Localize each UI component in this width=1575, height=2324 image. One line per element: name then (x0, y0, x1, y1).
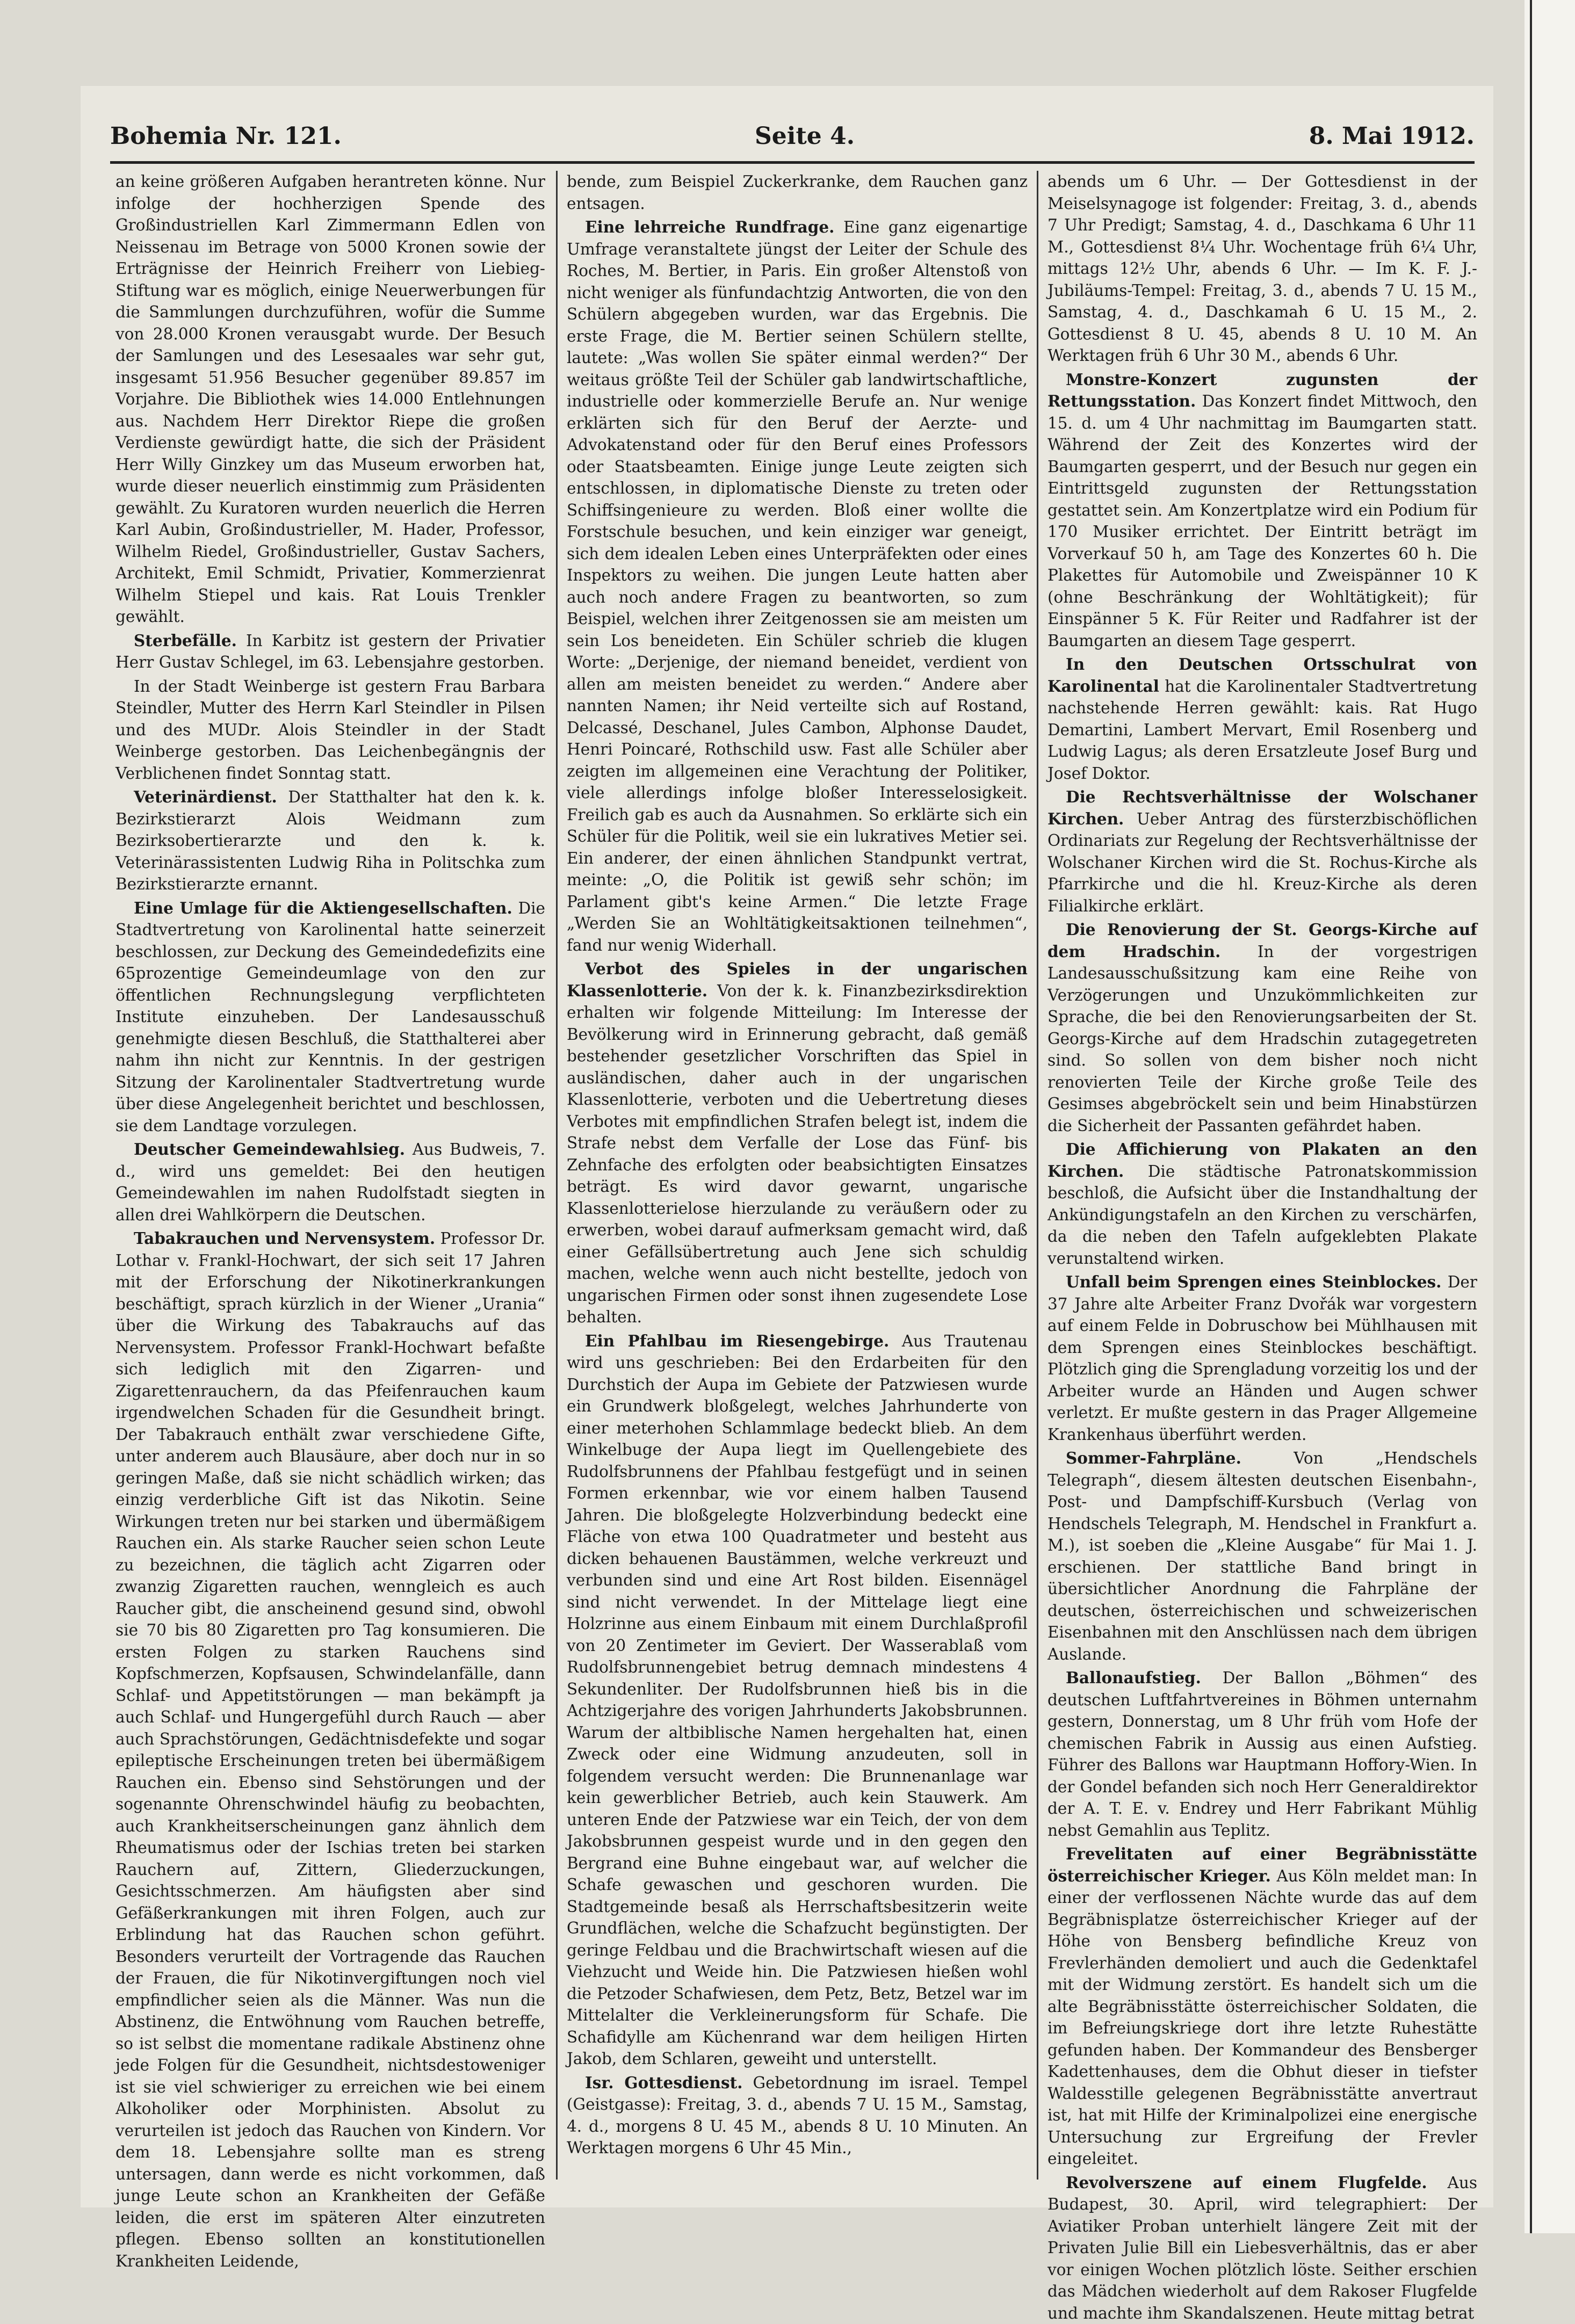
article-body: Gebetordnung im israel. Tempel (Geistgasse): Freitag, 3. d., abends 7 U. 15 M., Samstag, 4. d., morgens 8 U. 45 M., abends 8 U. 10 Minuten. An Werktagen morgens 6 Uhr 45 Min., (567, 2074, 1028, 2158)
article-body: Die Stadtvertretung von Karolinental hatte seinerzeit beschlossen, zur Deckung des Gemeindedefizits eine 65prozentige Gemeindeumlage von den zur öffentlichen Rechnungslegung verpflichteten Institute einzuheben. Der Landesausschuß genehmigte diesen Beschluß, die Statthalterei aber nahm ihn nicht zur Kenntnis. In der gestrigen Sitzung der Karolinentaler Stadtvertretung wurde über diese Angelegenheit berichtet und beschlossen, sie dem Landtage vorzulegen. (115, 899, 545, 1135)
issue-date: 8. Mai 1912. (1309, 122, 1475, 150)
article-body: In Karbitz ist gestern der Privatier Herr Gustav Schlegel, im 63. Lebensjahre gestorben. (115, 632, 545, 672)
article-paragraph (115, 897, 545, 1137)
article-headline: Die Rechtsverhältnisse der Wolschaner Kirchen. (1047, 787, 1477, 828)
article-paragraph (567, 171, 1028, 214)
article-paragraph (1047, 786, 1477, 917)
column-separator (1037, 171, 1038, 2180)
article-body: Aus Trautenau wird uns geschrieben: Bei den Erdarbeiten für den Durchstich der Aupa im Gebiete der Patzwiesen wurde ein Grundwerk bloßgelegt, welches Jahrhunderte von einer meterhohen Schlammlage bedeckt blieb. An dem Winkelbuge der Aupa liegt im Quellengebiete des Rudolfsbrunnens der Pfahlbau festgefügt und in seinen Formen erkennbar, wie vor einem halben Tausend Jahren. Die bloßgelegte Holzverbindung bedeckt eine Fläche von etwa 100 Quadratmeter und besteht aus dicken behauenen Baustämmen, welche verkreuzt und verbunden sind und eine Art Rost bilden. Eisennägel sind nicht verwendet. In der Mittelage liegt eine Holzrinne aus einem Einbaum mit einem Durchlaßprofil von 20 Zentimeter im Geviert. Der Wasserablaß vom Rudolfsbrunnengebiet betrug demnach mindestens 4 Sekundenliter. Der Rudolfsbrunnen hieß bis in die Achtzigerjahre des vorigen Jahrhunderts Jakobsbrunnen. Warum der altbiblische Namen hergehalten hat, einen Zweck oder eine Widmung anzudeuten, soll in folgendem versucht werden: Die Brunnenanlage war kein gewerblicher Betrieb, auch kein Stauwerk. Am unteren Ende der Patzwiese war ein Teich, der von dem Jakobsbrunnen gespeist wurde und in den gegen den Bergrand eine Buhne eingebaut war, auf welcher die Schafe gewaschen und geschoren wurden. Die Stadtgemeinde besaß als Herrschaftsbesitzerin weite Grundflächen, welche die Schafzucht begünstigten. Der geringe Feldbau und die Brachwirtschaft wiesen auf die Viehzucht und Weide hin. Die Patzwiesen hießen wohl die Petzoder Schafwiesen, dem Petz, Betz, Betzel war im Mittelalter die Verkleinerungsform für Schafe. Die Schafidylle am Küchenrand war dem heiligen Hirten Jakob, dem Schlaren, geweiht und unterstellt. (567, 1332, 1028, 2068)
publication-issue: Bohemia Nr. 121. (110, 122, 342, 150)
article-body: Der 37 Jahre alte Arbeiter Franz Dvořák war vorgestern auf einem Felde in Dobruschow bei Mühlhausen mit dem Sprengen eines Steinblockes beschäftigt. Plötzlich ging die Sprengladung vorzeitig los und der Arbeiter wurde an Händen und Augen schwer verletzt. Er mußte gestern in das Prager Allgemeine Krankenhaus überführt werden. (1047, 1273, 1477, 1444)
article-paragraph (1047, 1447, 1477, 1665)
article-body: In der vorgestrigen Landesausschußsitzung kam eine Reihe von Verzögerungen und Unzukömmlichkeiten zur Sprache, die bei den Renovierungsarbeiten der St. Georgs-Kirche auf dem Hradschin zutagegetreten sind. So sollen von dem bisher noch nicht renovierten Teile der Kirche große Teile des Gesimses abgebröckelt sein und beim Hinabstürzen die Sicherheit der Passanten gefährdet haben. (1047, 943, 1477, 1135)
article-body: Professor Dr. Lothar v. Frankl-Hochwart, der sich seit 17 Jahren mit der Erforschung der Nikotinerkrankungen beschäftigt, sprach kürzlich in der Wiener „Urania“ über die Wirkung des Tabakrauchs auf das Nervensystem. Professor Frankl-Hochwart befaßte sich lediglich mit den Zigarren- und Zigarettenrauchern, da das Pfeifenrauchen kaum irgendwelchen Schaden für die Gesundheit bringt. Der Tabakrauch enthält zwar verschiedene Gifte, unter anderem auch Blausäure, aber doch nur in so geringen Maße, daß sie nicht schädlich wirken; das einzig verderbliche Gift ist das Nikotin. Seine Wirkungen treten nur bei starken und übermäßigem Rauchen ein. Als starke Raucher seien schon Leute zu bezeichnen, die täglich acht Zigarren oder zwanzig Zigaretten rauchen, wenngleich es auch Raucher gibt, die anscheinend gesund sind, obwohl sie 70 bis 80 Zigaretten pro Tag konsumieren. Die ersten Folgen zu starken Rauchens sind Kopfschmerzen, Kopfsausen, Schwindelanfälle, dann Schlaf- und Appetitstörungen — man bekämpft ja auch Schlaf- und Hungergefühl durch Rauch — aber auch Sprachstörungen, Gedächtnisdefekte und sogar epileptische Erscheinungen treten bei übermäßigem Rauchen ein. Ebenso sind Sehstörungen und der sogenannte Ohrenschwindel häufig zu beobachten, auch Krankheitserscheinungen ganz ähnlich dem Rheumatismus oder der Ischias treten bei starken Rauchern auf, Zittern, Gliederzuckungen, Gesichtsschmerzen. Am häufigsten aber sind Gefäßerkrankungen mit ihren Folgen, auch zur Erblindung hat das Rauchen schon geführt. Besonders verurteilt der Vortragende das Rauchen der Frauen, die für Nikotinvergiftungen noch viel empfindlicher seien als die Männer. Was nun die Abstinenz, die Entwöhnung vom Rauchen betreffe, so ist selbst die momentane radikale Abstinenz ohne jede Folgen für die Gesundheit, nichtsdestoweniger ist sie viel schwieriger zu erreichen wie bei einem Alkoholiker oder Morphinisten. Absolut zu verurteilen ist jedoch das Rauchen von Kindern. Vor dem 18. Lebensjahre sollte man es streng untersagen, dann werde es nicht vorkommen, daß junge Leute schon an Krankheiten der Gefäße leiden, die erst im späteren Alter einzutreten pflegen. Ebenso sollten an konstitutionellen Krankheiten Leidende, (115, 1229, 545, 2270)
article-body: an keine größeren Aufgaben herantreten könne. Nur infolge der hochherzigen Spende des Großindustriellen Karl Zimmermann Edlen von Neissenau im Betrage von 5000 Kronen sowie der Erträgnisse der Heinrich Freiherr von Liebieg-Stiftung war es möglich, einige Neuerwerbungen für die Sammlungen durchzuführen, wofür die Summe von 28.000 Kronen verausgabt wurde. Der Besuch der Samlungen und des Lesesaales war sehr gut, insgesamt 51.956 Besucher gegenüber 89.857 im Vorjahre. Die Bibliothek wies 14.000 Entlehnungen aus. Nachdem Herr Direktor Riepe die großen Verdienste gewürdigt hatte, die sich der Präsident Herr Willy Ginzkey um das Museum erworben hat, wurde dieser neuerlich einstimmig zum Präsidenten gewählt. Zu Kuratoren wurden neuerlich die Herren Karl Aubin, Großindustrieller, M. Hader, Professor, Wilhelm Riedel, Großindustrieller, Gustav Sachers, Architekt, Emil Schmidt, Privatier, Kommerzienrat Wilhelm Stiepel und kais. Rat Louis Trenkler gewählt. (115, 172, 545, 626)
column-separator (556, 171, 558, 2180)
column-3 (1047, 171, 1477, 2180)
article-headline: Eine Umlage für die Aktiengesellschaften. (134, 899, 512, 917)
article-headline: Veterinärdienst. (134, 787, 277, 806)
article-paragraph (1047, 1139, 1477, 1269)
article-headline: In den Deutschen Ortsschulrat von Karolinental (1047, 655, 1477, 696)
edge-line (1530, 0, 1532, 2233)
article-paragraph (115, 676, 545, 785)
article-paragraph (1047, 919, 1477, 1136)
header-rule (110, 161, 1475, 164)
article-paragraph (567, 216, 1028, 956)
article-headline: Revolverszene auf einem Flugfelde. (1066, 2173, 1427, 2192)
article-paragraph (115, 1139, 545, 1226)
article-paragraph (115, 1228, 545, 2272)
article-headline: Frevelitaten auf einer Begräbnisstätte österreichischer Krieger. (1047, 1844, 1477, 1885)
article-paragraph (1047, 1843, 1477, 2170)
article-paragraph (567, 1330, 1028, 2070)
article-body: abends um 6 Uhr. — Der Gottesdienst in der Meiselsynagoge ist folgender: Freitag, 3. d., abends 7 Uhr Predigt; Samstag, 4. d., Daschkama 6 Uhr 11 M., Gottesdienst 8¼ Uhr. Wochentage früh 6¼ Uhr, mittags 12½ Uhr, abends 6 Uhr. — Im K. F. J.-Jubiläums-Tempel: Freitag, 3. d., abends 7 U. 15 M., Samstag, 4. d., Daschkamah 6 U. 15 M., 2. Gottesdienst 8 U. 45, abends 8 U. 10 M. An Werktagen früh 6 Uhr 30 M., abends 6 Uhr. (1047, 172, 1477, 365)
article-body: Eine ganz eigenartige Umfrage veranstaltete jüngst der Leiter der Schule des Roches, M. Bertier, in Paris. Ein großer Altenstoß von nicht weniger als fünfundachtzig Antworten, die von den Schülern abgegeben wurden, war das Ergebnis. Die erste Frage, die M. Bertier seinen Schülern stellte, lautete: „Was wollen Sie später einmal werden?“ Der weitaus größte Teil der Schüler gab landwirtschaftliche, industrielle oder kommerzielle Berufe an. Nur wenige erklärten sich für den Beruf der Aerzte- und Advokatenstand oder für den Beruf eines Professors oder Staatsbeamten. Einige junge Leute zeigten sich entschlossen, in diplomatische Dienste zu treten oder Schiffsingenieure zu werden. Bloß einer wollte die Forstschule besuchen, und kein einziger war geneigt, sich dem idealen Leben eines Unterpräfekten oder eines Inspektors zu weihen. Die jungen Leute hatten aber auch noch andere Fragen zu beantworten, so zum Beispiel, welchen ihrer Zeitgenossen sie am meisten um sein Los beneideten. Ein Schüler schrieb die klugen Worte: „Derjenige, der niemand beneidet, verdient von allen am meisten beneidet zu werden.“ Andere aber nannten Namen; ihr Neid verteilte sich auf Rostand, Delcassé, Deschanel, Jules Cambon, Alphonse Daudet, Henri Poincaré, Rothschild usw. Fast alle Schüler aber zeigten im allgemeinen eine Verachtung der Politiker, viele allerdings infolge bloßer Interesselosigkeit. Freilich gab es auch da Ausnahmen. So erklärte sich ein Schüler für die Politik, weil sie ein lukratives Metier sei. Ein anderer, der einen ähnlichen Standpunkt vertrat, meinte: „O, die Politik ist gewiß sehr schön; im Parlament gibt's keine Armen.“ Die letzte Frage „Werden Sie an Wohltätigkeitsaktionen teilnehmen“, fand nur wenig Widerhall. (567, 218, 1028, 954)
article-headline: Die Affichierung von Plakaten an den Kirchen. (1047, 1140, 1477, 1181)
article-body: Von „Hendschels Telegraph“, diesem ältesten deutschen Eisenbahn-, Post- und Dampfschiff-Kursbuch (Verlag von Hendschels Telegraph, M. Hendschel in Frankfurt a. M.), ist soeben die „Kleine Ausgabe“ für Mai 1. J. erschienen. Der stattliche Band bringt in übersichtlicher Anordnung die Fahrpläne der deutschen, österreichischen und schweizerischen Eisenbahnen mit den Anschlüssen nach dem übrigen Auslande. (1047, 1449, 1477, 1663)
article-paragraph (1047, 171, 1477, 367)
article-paragraph (1047, 2172, 1477, 2324)
article-headline: Ein Pfahlbau im Riesengebirge. (585, 1331, 889, 1350)
article-body: Aus Köln meldet man: In einer der verflossenen Nächte wurde das auf dem Begräbnisplatze österreichischer Krieger auf der Höhe von Bensberg befindliche Kreuz von Frevlerhänden demoliert und auch die Gedenktafel mit der Widmung zerstört. Es handelt sich um die alte Begräbnisstätte österreichischer Soldaten, die im Befreiungskriege dort ihre letzte Ruhestätte gefunden haben. Der Kommandeur des Bensberger Kadettenhauses, dem die Obhut dieser in tiefster Waldesstille gelegenen Begräbnisstätte anvertraut ist, hat mit Hilfe der Kriminalpolizei eine energische Untersuchung zur Ergreifung der Frevler eingeleitet. (1047, 1867, 1477, 2168)
column-2 (567, 171, 1028, 2180)
article-body: Die städtische Patronatskommission beschloß, die Aufsicht über die Instandhaltung der Ankündigungstafeln an den Kirchen zu verschärfen, da die neben den Tafeln aufgeklebten Plakate verunstaltend wirken. (1047, 1162, 1477, 1268)
article-body: Aus Budapest, 30. April, wird telegraphiert: Der Aviatiker Proban unterhielt längere Zeit mit der Privaten Julie Bill ein Liebesverhältnis, das er aber vor einigen Wochen plötzlich löste. Seither erschien das Mädchen wiederholt auf dem Rakoser Flugfelde und machte ihm Skandalszenen. Heute mittag betrat (1047, 2174, 1477, 2322)
article-paragraph (1047, 654, 1477, 784)
article-headline: Isr. Gottesdienst. (585, 2073, 743, 2092)
article-paragraph (567, 2072, 1028, 2159)
article-paragraph (115, 171, 545, 628)
article-headline: Monstre-Konzert zugunsten der Rettungsstation. (1047, 370, 1477, 411)
article-paragraph (115, 786, 545, 895)
article-body: Aus Budweis, 7. d., wird uns gemeldet: Bei den heutigen Gemeindewahlen im nahen Rudolfstadt siegten in allen drei Wahlkörpern die Deutschen. (115, 1140, 545, 1224)
article-body: Der Ballon „Böhmen“ des deutschen Luftfahrtvereines in Böhmen unternahm gestern, Donnerstag, um 8 Uhr früh vom Hofe der chemischen Fabrik in Aussig aus einen Aufstieg. Führer des Ballons war Hauptmann Hoffory-Wien. In der Gondel befanden sich noch Herr Generaldirektor der A. T. E. v. Endrey und Herr Fabrikant Mühlig nebst Gemahlin aus Teplitz. (1047, 1669, 1477, 1840)
article-headline: Unfall beim Sprengen eines Steinblockes. (1066, 1272, 1441, 1291)
article-headline: Verbot des Spieles in der ungarischen Klassenlotterie. (567, 959, 1028, 1000)
article-headline: Eine lehrreiche Rundfrage. (585, 218, 834, 236)
article-body: In der Stadt Weinberge ist gestern Frau Barbara Steindler, Mutter des Herrn Karl Steindler in Pilsen und des MUDr. Alois Steindler in der Stadt Weinberge gestorben. Das Leichenbegängnis der Verblichenen findet Sonntag statt. (115, 677, 545, 783)
article-headline: Tabakrauchen und Nervensystem. (134, 1229, 435, 1248)
article-body: Das Konzert findet Mittwoch, den 15. d. um 4 Uhr nachmittag im Baumgarten statt. Während der Zeit des Konzertes wird der Baumgarten gesperrt, und der Besuch nur gegen ein Eintrittsgeld zugunsten der Rettungsstation gestattet sein. Am Konzertplatze wird ein Podium für 170 Musiker errichtet. Der Eintritt beträgt im Vorverkauf 50 h, am Tage des Konzertes 60 h. Die Plakettes für Automobile und Zweispänner 10 K (ohne Beschränkung der Wohltätigkeit); für Einspänner 5 K. Für Reiter und Radfahrer ist der Baumgarten an diesem Tage gesperrt. (1047, 392, 1477, 650)
article-body: Der Statthalter hat den k. k. Bezirkstierarzt Alois Weidmann zum Bezirksobertierarzte und den k. k. Veterinärassistenten Ludwig Riha in Politschka zum Bezirkstierarzte ernannt. (115, 788, 545, 893)
article-paragraph (115, 630, 545, 674)
article-headline: Deutscher Gemeindewahlsieg. (134, 1140, 405, 1159)
article-body: Von der k. k. Finanzbezirksdirektion erhalten wir folgende Mitteilung: Im Interesse der Bevölkerung wird in Erinnerung gebracht, daß gemäß bestehender gesetzlicher Vorschriften das Spiel in ausländischen, daher auch in der ungarischen Klassenlotterie, verboten und die Uebertretung dieses Verbotes mit empfindlichen Strafen belegt ist, indem die Strafe nebst dem Verfalle der Lose das Fünf- bis Zehnfache des erfolgten oder beabsichtigten Einsatzes beträgt. Es wird davor gewarnt, ungarische Klassenlotterielose hierzulande zu veräußern oder zu erwerben, wobei darauf aufmerksam gemacht wird, daß einer Gefällsübertretung auch Jene sich schuldig machen, welche wenn auch nicht bestellte, jedoch von ungarischen Firmen oder sonst ihnen zugesendete Lose behalten. (567, 982, 1028, 1327)
article-body: Ueber Antrag des fürsterzbischöflichen Ordinariats zur Regelung der Rechtsverhältnisse der Wolschaner Kirchen wird die St. Rochus-Kirche als Pfarrkirche und die hl. Kreuz-Kirche als deren Filialkirche erklärt. (1047, 810, 1477, 915)
article-body: bende, zum Beispiel Zuckerkranke, dem Rauchen ganz entsagen. (567, 172, 1028, 213)
column-1 (115, 171, 545, 2180)
article-headline: Ballonaufstieg. (1066, 1668, 1201, 1687)
article-headline: Sterbefälle. (134, 631, 237, 650)
article-paragraph (1047, 1271, 1477, 1445)
article-headline: Sommer-Fahrpläne. (1066, 1449, 1241, 1467)
article-paragraph (567, 958, 1028, 1328)
article-body: hat die Karolinentaler Stadtvertretung nachstehende Herren gewählt: kais. Rat Hugo Demartini, Lambert Mervart, Emil Rosenberg und Ludwig Lagus; als deren Ersatzleute Josef Burg und Josef Doktor. (1047, 677, 1477, 783)
page-number: Seite 4. (755, 122, 855, 150)
article-headline: Die Renovierung der St. Georgs-Kirche auf dem Hradschin. (1047, 920, 1477, 961)
page-edge (1525, 0, 1575, 2233)
page-header (110, 122, 1475, 160)
article-paragraph (1047, 1667, 1477, 1841)
article-paragraph (1047, 369, 1477, 652)
